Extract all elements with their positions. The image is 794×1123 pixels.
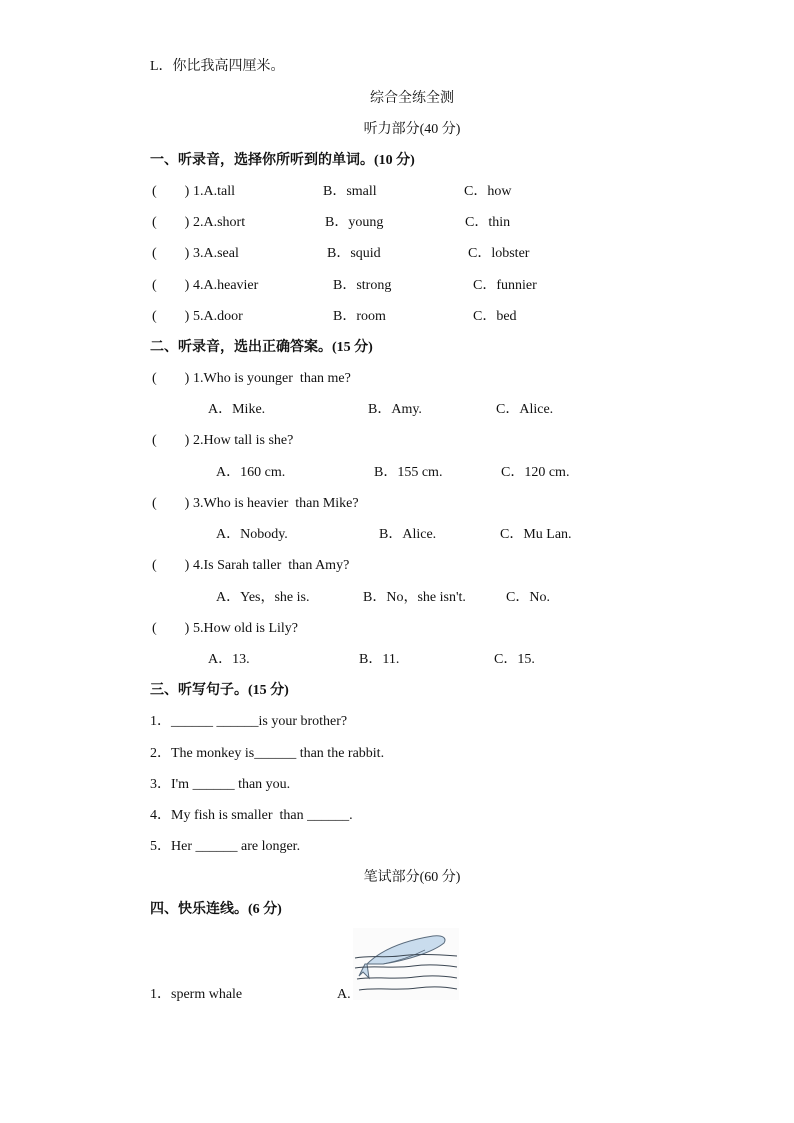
question-text: 5.How old is Lily? [193,621,298,636]
dictation-item-2[interactable]: 2．The monkey is______ than the rabbit. [150,746,385,761]
question-text: 3.Who is heavier than Mike? [193,496,359,511]
option-b: B．squid [327,246,381,261]
option-b: B．room [333,309,386,324]
matching-option-a-label[interactable]: A. [337,987,351,1002]
option-a: 2.A.short [193,215,246,230]
option-b: B．No，she isn't. [363,590,466,605]
listening-part-header: 听力部分(40 分) [363,122,461,137]
option-c: C．120 cm. [501,465,570,480]
option-a: A．13. [208,652,250,667]
option-a: 5.A.door [193,309,243,324]
option-a: 4.A.heavier [193,278,259,293]
option-b: B．Alice. [379,527,437,542]
option-c: C．Alice. [496,402,554,417]
option-c: C．thin [465,215,511,230]
question-text: 1.Who is younger than me? [193,371,351,386]
dictation-item-3[interactable]: 3．I'm ______ than you. [150,777,291,792]
answer-blank[interactable]: ( ) [152,215,190,230]
option-c: C．lobster [468,246,530,261]
option-c: C．funnier [473,278,537,293]
option-a: 1.A.tall [193,184,235,199]
dictation-item-4[interactable]: 4．My fish is smaller than ______. [150,808,353,823]
option-a: A．Yes，she is. [216,590,310,605]
answer-blank[interactable]: ( ) [152,433,190,448]
section-4-heading: 四、快乐连线。(6 分) [150,902,282,917]
option-c: C．how [464,184,512,199]
answer-blank[interactable]: ( ) [152,558,190,573]
option-a: A．160 cm. [216,465,286,480]
question-text: 2.How tall is she? [193,433,294,448]
dictation-item-1[interactable]: 1．______ ______is your brother? [150,714,348,729]
option-b: B．small [323,184,377,199]
option-c: C．No. [506,590,550,605]
option-c: C．bed [473,309,517,324]
section-2-heading: 二、听录音，选出正确答案。(15 分) [150,340,373,355]
option-c: C．15. [494,652,535,667]
dictation-item-5[interactable]: 5．Her ______ are longer. [150,839,301,854]
test-title: 综合全练全测 [370,91,454,106]
answer-blank[interactable]: ( ) [152,184,190,199]
answer-blank[interactable]: ( ) [152,496,190,511]
option-b: B．strong [333,278,392,293]
option-a: 3.A.seal [193,246,239,261]
option-b: B．young [325,215,384,230]
option-b: B．155 cm. [374,465,443,480]
question-text: 4.Is Sarah taller than Amy? [193,558,350,573]
section-3-heading: 三、听写句子。(15 分) [150,683,289,698]
matching-item-1[interactable]: 1．sperm whale [150,987,243,1002]
option-b: B．11. [359,652,400,667]
sperm-whale-picture[interactable] [353,928,459,1000]
written-part-header: 笔试部分(60 分) [363,870,461,885]
section-1-heading: 一、听录音，选择你所听到的单词。(10 分) [150,153,415,168]
option-c: C．Mu Lan. [500,527,572,542]
answer-blank[interactable]: ( ) [152,278,190,293]
answer-blank[interactable]: ( ) [152,246,190,261]
option-a: A．Mike. [208,402,266,417]
option-b: B．Amy. [368,402,422,417]
previous-item-L: L．你比我高四厘米。 [150,59,285,74]
option-a: A．Nobody. [216,527,288,542]
answer-blank[interactable]: ( ) [152,309,190,324]
answer-blank[interactable]: ( ) [152,371,190,386]
answer-blank[interactable]: ( ) [152,621,190,636]
